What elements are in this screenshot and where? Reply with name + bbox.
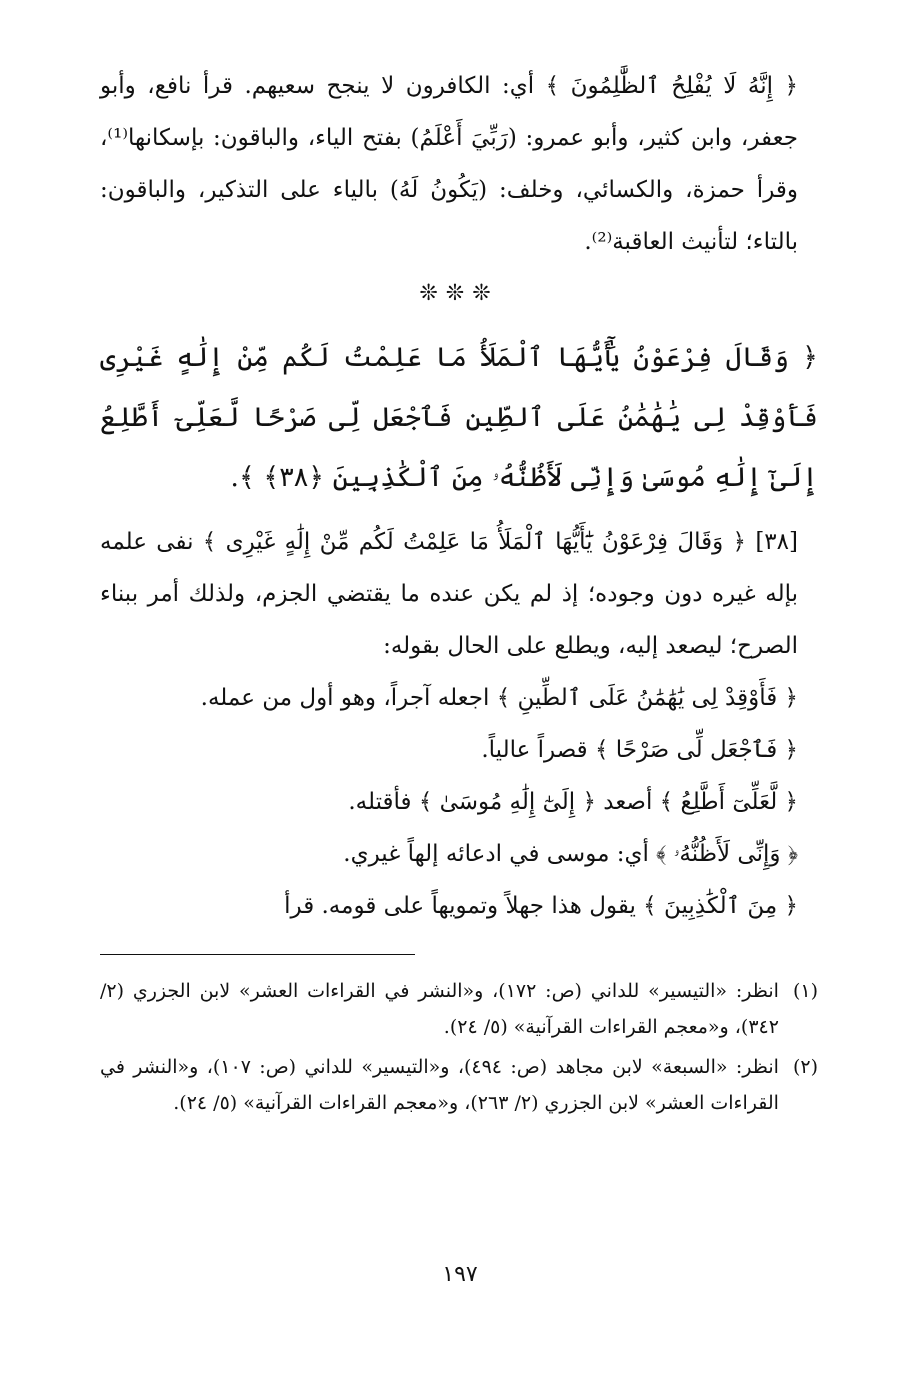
section-divider-stars: ❊❊❊ bbox=[419, 281, 499, 306]
paragraph-explanation-1: ﴿ فَأَوْقِدْ لِى يَٰهَٰمَٰنُ عَلَى ٱلطِّينِ ﴾ اجعله آجراً، وهو أول من عمله. bbox=[200, 685, 798, 711]
footnote-number: (١) bbox=[792, 980, 818, 1002]
footnote-1 bbox=[100, 973, 818, 1045]
paragraph-commentary-38: [٣٨] ﴿ وَقَالَ فِرْعَوْنُ يَٰٓأَيُّهَا ٱلْمَلَأُ مَا عَلِمْتُ لَكُم مِّنْ إِلَٰهٍ غَيْرِى ﴾ نفى علمه بإله غيره دون وجوده؛ إذ لم يكن عنده ما يقتضي الجزم، ولذلك أمر ببناء الصرح؛ ليصعد إليه، ويطلع على الحال بقوله: bbox=[100, 529, 798, 659]
page-number: ١٩٧ bbox=[442, 1262, 478, 1287]
paragraph-explanation-3: ﴿ لَّعَلِّىٓ أَطَّلِعُ ﴾ أصعد ﴿ إِلَىٰٓ إِلَٰهِ مُوسَىٰ ﴾ فأقتله. bbox=[348, 789, 798, 815]
book-page bbox=[100, 60, 818, 1350]
footnote-separator bbox=[100, 954, 818, 955]
footnotes bbox=[100, 973, 818, 1121]
separator-line bbox=[100, 954, 415, 955]
paragraph-commentary-1: ﴿ إِنَّهُ لَا يُفْلِحُ ٱلظَّٰلِمُونَ ﴾ أي: الكافرون لا ينجح سعيهم. قرأ نافع، وأبو جعفر، وابن كثير، وأبو عمرو: (رَبِّيَ أَعْلَمُ) بفتح الياء، والباقون: بإسكانها⁽¹⁾، وقرأ حمزة، والكسائي، وخلف: (يَكُونُ لَهُ) بالياء على التذكير، والباقون: بالتاء؛ لتأنيث العاقبة⁽²⁾. bbox=[100, 73, 798, 255]
paragraph-explanation-2: ﴿ فَٱجْعَل لِّى صَرْحًا ﴾ قصراً عالياً. bbox=[481, 737, 798, 763]
paragraph-explanation-5: ﴿ مِنَ ٱلْكَٰذِبِينَ ﴾ يقول هذا جهلاً وتمويهاً على قومه. قرأ bbox=[284, 893, 798, 919]
footnote-text: انظر: «التيسير» للداني (ص: ١٧٢)، و«النشر في القراءات العشر» لابن الجزري (٢/ ٣٤٢)، و«معجم القراءات القرآنية» (٥/ ٢٤). bbox=[100, 980, 779, 1038]
footnote-text: انظر: «السبعة» لابن مجاهد (ص: ٤٩٤)، و«التيسير» للداني (ص: ١٠٧)، و«النشر في القراءات العشر» لابن الجزري (٢/ ٢٦٣)، و«معجم القراءات القرآنية» (٥/ ٢٤). bbox=[100, 1056, 779, 1114]
quran-verse-block bbox=[100, 328, 818, 508]
main-text bbox=[100, 60, 818, 932]
footnote-number: (٢) bbox=[792, 1056, 818, 1078]
paragraph-explanation-4: ﴿ وَإِنِّى لَأَظُنُّهُۥ ﴾ أي: موسى في ادعائه إلهاً غيري. bbox=[343, 841, 798, 867]
footnote-2 bbox=[100, 1049, 818, 1121]
quran-verse-38: ﴿ وَقَالَ فِرْعَوْنُ يَٰٓأَيُّهَا ٱلْمَلَأُ مَا عَلِمْتُ لَكُم مِّنْ إِلَٰهٍ غَيْرِى فَأَوْقِدْ لِى يَٰهَٰمَٰنُ عَلَى ٱلطِّينِ فَٱجْعَل لِّى صَرْحًا لَّعَلِّىٓ أَطَّلِعُ إِلَىٰٓ إِلَٰهِ مُوسَىٰ وَإِنِّى لَأَظُنُّهُۥ مِنَ ٱلْكَٰذِبِينَ ﴿٣٨﴾ ﴾. bbox=[100, 342, 818, 493]
